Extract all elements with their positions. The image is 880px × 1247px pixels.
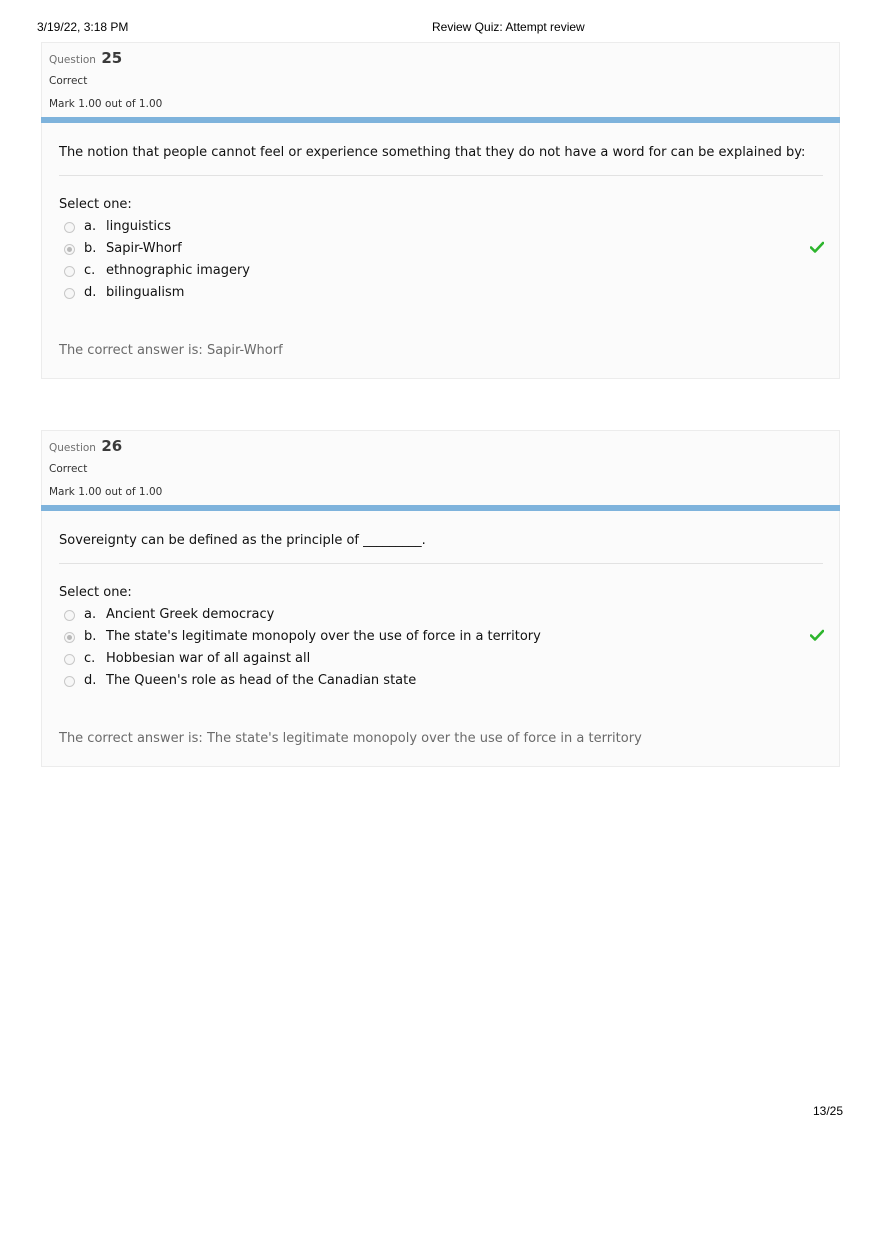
question-content [41,123,840,379]
select-prompt: Select one: [59,197,132,212]
answer-letter: b. [84,241,97,256]
check-icon [810,241,824,253]
answer-text: Ancient Greek democracy [106,607,275,622]
question-25 [41,42,840,379]
radio-icon[interactable] [64,654,75,665]
answer-option-c[interactable] [64,263,824,285]
question-text: Sovereignty can be defined as the principle of _________. [59,533,426,548]
answer-option-a[interactable] [64,219,824,241]
question-state: Correct [49,463,88,475]
radio-icon[interactable] [64,222,75,233]
answer-text: ethnographic imagery [106,263,251,278]
answer-letter: d. [84,285,97,300]
answer-option-d[interactable] [64,285,824,307]
answer-text: linguistics [106,219,171,234]
print-date: 3/19/22, 3:18 PM [37,20,129,34]
answer-option-b[interactable] [64,241,824,263]
question-text: The notion that people cannot feel or experience something that they do not have a word for can be explained by: [59,145,806,160]
answer-list [64,607,824,695]
question-number: Question 26 [49,437,123,455]
question-info [41,42,840,117]
answer-option-a[interactable] [64,607,824,629]
radio-icon[interactable] [64,610,75,621]
question-state: Correct [49,75,88,87]
answer-text: Sapir-Whorf [106,241,182,256]
divider [59,563,823,564]
answer-text: The state's legitimate monopoly over the use of force in a territory [106,629,541,644]
answer-text: Hobbesian war of all against all [106,651,311,666]
question-number-value: 26 [101,437,123,455]
divider [59,175,823,176]
answer-letter: c. [84,263,96,278]
answer-option-b[interactable] [64,629,824,651]
answer-list [64,219,824,307]
radio-icon[interactable] [64,676,75,687]
question-number-value: 25 [101,49,123,67]
page-number: 13/25 [812,1104,843,1118]
print-title: Review Quiz: Attempt review [432,20,585,34]
answer-letter: d. [84,673,97,688]
answer-option-c[interactable] [64,651,824,673]
radio-selected-icon[interactable] [64,244,75,255]
print-header [0,20,880,36]
question-content [41,511,840,767]
question-grade: Mark 1.00 out of 1.00 [49,98,163,110]
correct-answer-feedback: The correct answer is: Sapir-Whorf [59,343,283,358]
question-info [41,430,840,505]
answer-letter: a. [84,219,97,234]
answer-letter: b. [84,629,97,644]
answer-text: bilingualism [106,285,185,300]
question-number: Question 25 [49,49,123,67]
radio-icon[interactable] [64,266,75,277]
select-prompt: Select one: [59,585,132,600]
question-grade: Mark 1.00 out of 1.00 [49,486,163,498]
answer-text: The Queen's role as head of the Canadian state [106,673,417,688]
check-icon [810,629,824,641]
radio-selected-icon[interactable] [64,632,75,643]
radio-icon[interactable] [64,288,75,299]
question-26 [41,430,840,767]
answer-letter: a. [84,607,97,622]
answer-letter: c. [84,651,96,666]
correct-answer-feedback: The correct answer is: The state's legitimate monopoly over the use of force in a territory [59,731,642,746]
answer-option-d[interactable] [64,673,824,695]
